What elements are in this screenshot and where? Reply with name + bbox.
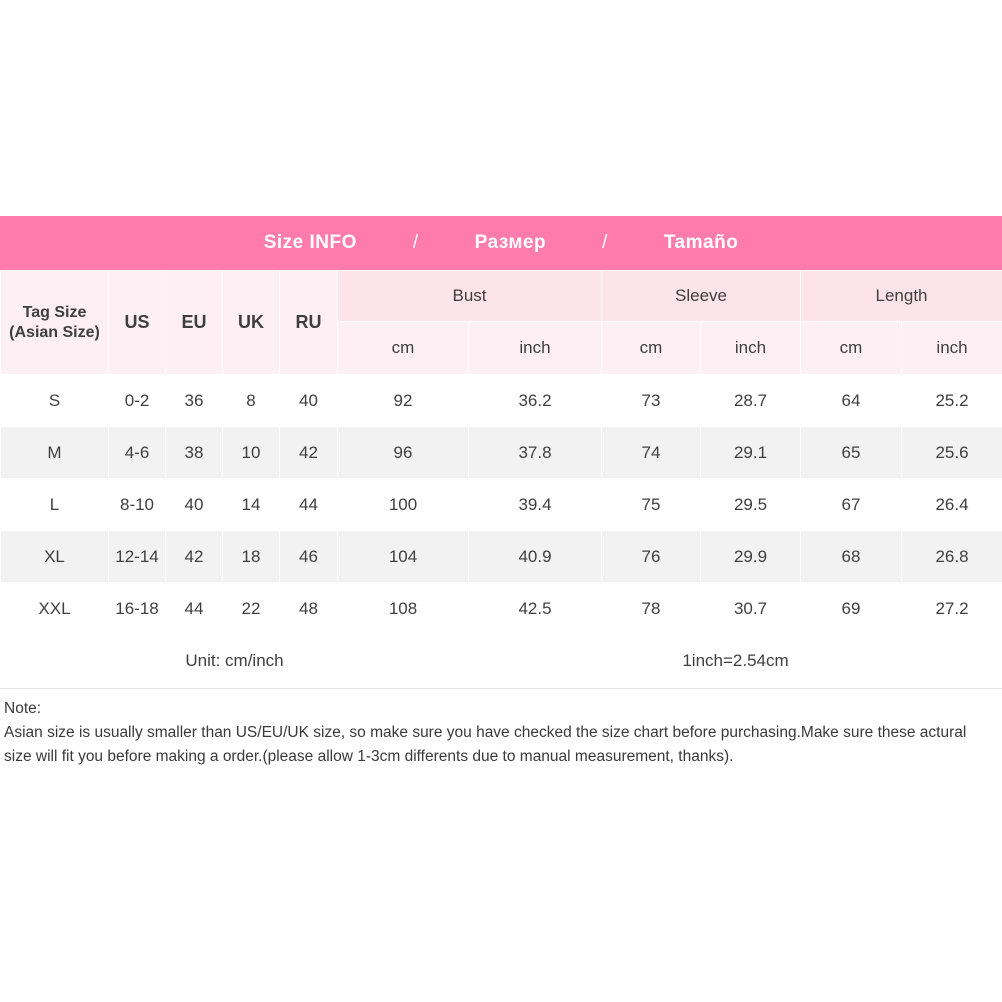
cell-sleeve-inch: 30.7 (701, 583, 801, 635)
cell-ru: 44 (280, 479, 338, 531)
cell-length-inch: 26.4 (902, 479, 1002, 531)
cell-uk: 10 (223, 427, 280, 479)
cell-ru: 42 (280, 427, 338, 479)
banner-separator-1: / (412, 232, 419, 253)
banner-label-es: Tamaño (663, 232, 739, 253)
header-tag-size-line2: (Asian Size) (9, 323, 100, 341)
size-table (0, 270, 1002, 688)
banner-label-ru: Размер (474, 232, 547, 253)
cell-sleeve-cm: 73 (602, 375, 701, 427)
table-row (1, 427, 1002, 479)
cell-sleeve-inch: 29.1 (701, 427, 801, 479)
header-ru: RU (280, 271, 338, 375)
cell-us: 12-14 (109, 531, 166, 583)
table-row (1, 583, 1002, 635)
cell-tag: M (1, 427, 109, 479)
cell-bust-inch: 40.9 (469, 531, 602, 583)
cell-bust-inch: 39.4 (469, 479, 602, 531)
header-uk: UK (223, 271, 280, 375)
cell-bust-cm: 108 (338, 583, 469, 635)
header-length-inch: inch (902, 322, 1002, 375)
cell-bust-inch: 42.5 (469, 583, 602, 635)
cell-eu: 38 (166, 427, 223, 479)
cell-length-inch: 26.8 (902, 531, 1002, 583)
note-title: Note: (4, 700, 42, 717)
cell-length-cm: 67 (801, 479, 902, 531)
cell-sleeve-inch: 29.5 (701, 479, 801, 531)
header-length-cm: cm (801, 322, 902, 375)
cell-eu: 44 (166, 583, 223, 635)
header-bust-cm: cm (338, 322, 469, 375)
note-block (0, 688, 1002, 779)
header-bust: Bust (338, 271, 602, 322)
cell-bust-cm: 104 (338, 531, 469, 583)
table-row (1, 531, 1002, 583)
cell-length-cm: 64 (801, 375, 902, 427)
cell-bust-cm: 96 (338, 427, 469, 479)
cell-sleeve-cm: 75 (602, 479, 701, 531)
table-body (1, 375, 1002, 688)
header-tag-size (1, 271, 109, 375)
cell-uk: 22 (223, 583, 280, 635)
size-chart (0, 216, 1002, 779)
cell-ru: 48 (280, 583, 338, 635)
cell-sleeve-inch: 29.9 (701, 531, 801, 583)
cell-length-cm: 68 (801, 531, 902, 583)
unit-label: Unit: cm/inch (1, 635, 469, 688)
cell-eu: 36 (166, 375, 223, 427)
cell-sleeve-inch: 28.7 (701, 375, 801, 427)
unit-row (1, 635, 1002, 688)
cell-bust-cm: 100 (338, 479, 469, 531)
cell-tag: S (1, 375, 109, 427)
cell-length-cm: 69 (801, 583, 902, 635)
cell-uk: 8 (223, 375, 280, 427)
table-row (1, 375, 1002, 427)
cell-ru: 46 (280, 531, 338, 583)
cell-bust-inch: 37.8 (469, 427, 602, 479)
cell-us: 16-18 (109, 583, 166, 635)
cell-length-cm: 65 (801, 427, 902, 479)
cell-sleeve-cm: 74 (602, 427, 701, 479)
cell-tag: XL (1, 531, 109, 583)
cell-length-inch: 25.2 (902, 375, 1002, 427)
note-body: Asian size is usually smaller than US/EU/UK size, so make sure you have checked the size chart before purchasing.Make sure these actural size will fit you before making a order.(please allow 1-3cm differents due to manual measurement, thanks). (4, 724, 967, 766)
cell-sleeve-cm: 76 (602, 531, 701, 583)
cell-bust-inch: 36.2 (469, 375, 602, 427)
header-eu: EU (166, 271, 223, 375)
header-sleeve-inch: inch (701, 322, 801, 375)
header-length: Length (801, 271, 1002, 322)
conversion-label: 1inch=2.54cm (469, 635, 1002, 688)
banner-separator-2: / (602, 232, 608, 253)
cell-bust-cm: 92 (338, 375, 469, 427)
cell-uk: 18 (223, 531, 280, 583)
cell-eu: 40 (166, 479, 223, 531)
header-tag-size-line1: Tag Size (22, 303, 87, 321)
cell-us: 8-10 (109, 479, 166, 531)
header-bust-inch: inch (469, 322, 602, 375)
table-header-row-top (1, 271, 1002, 322)
header-sleeve: Sleeve (602, 271, 801, 322)
cell-uk: 14 (223, 479, 280, 531)
cell-sleeve-cm: 78 (602, 583, 701, 635)
cell-eu: 42 (166, 531, 223, 583)
cell-us: 0-2 (109, 375, 166, 427)
cell-tag: L (1, 479, 109, 531)
size-info-banner (0, 216, 1002, 270)
cell-tag: XXL (1, 583, 109, 635)
header-sleeve-cm: cm (602, 322, 701, 375)
banner-label-en: Size INFO (263, 232, 357, 253)
header-us: US (109, 271, 166, 375)
cell-ru: 40 (280, 375, 338, 427)
cell-length-inch: 25.6 (902, 427, 1002, 479)
cell-length-inch: 27.2 (902, 583, 1002, 635)
table-row (1, 479, 1002, 531)
cell-us: 4-6 (109, 427, 166, 479)
